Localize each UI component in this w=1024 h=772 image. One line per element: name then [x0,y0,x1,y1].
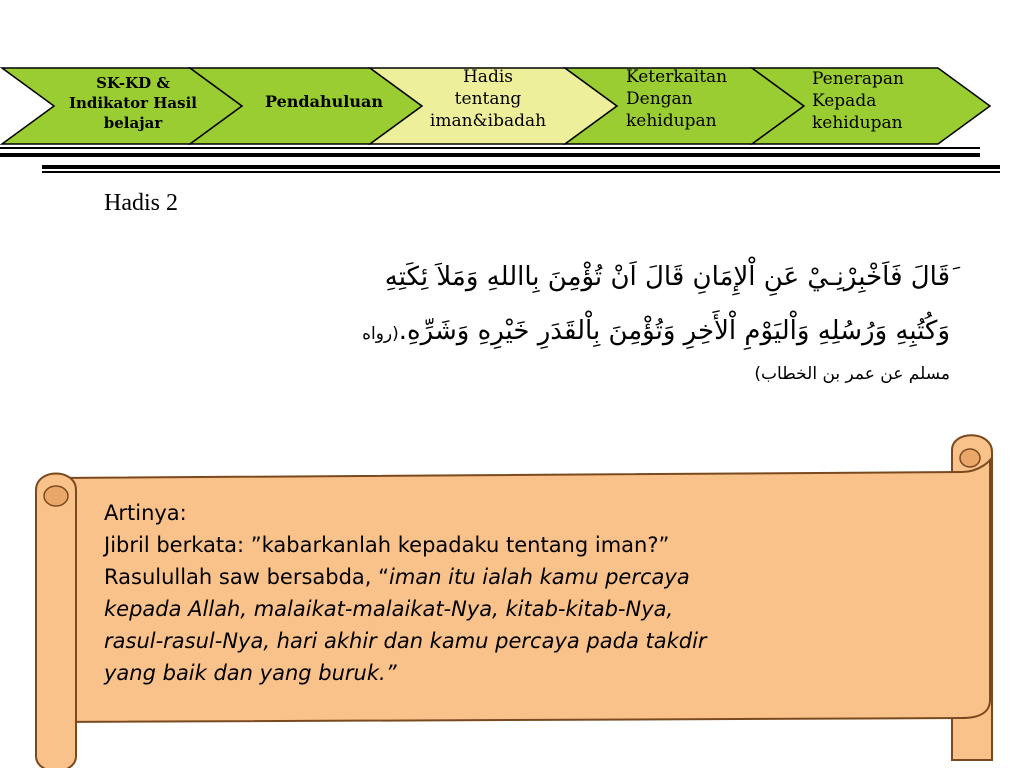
tab-keterkaitan-line-1: Keterkaitan [626,67,728,87]
translation-line-3: kepada Allah, malaikat-malaikat-Nya, kitab-kitab-Nya, [104,597,674,621]
arabic-line-2 [100,304,950,361]
translation-line-2-prefix: Rasulullah saw bersabda, “ [104,565,390,589]
tab-hadis-line-1: Hadis [462,67,513,87]
arabic-line-1: َقَالَ فَاَخْبِرْنِـيْ عَنِ اْلإِمَانِ قَالَ اَنْ تُؤْمِنَ بِااللهِ وَمَلاَ ئِكَتِهِ [384,262,950,292]
translation-line-2 [104,561,944,593]
navigation-bar [0,0,1024,180]
tab-penerapan-line-3: kehidupan [812,113,903,133]
page-title: Hadis 2 [104,190,178,216]
translation-line-2-italic: iman itu ialah kamu percaya [389,565,690,589]
tab-hadis-line-2: tentang [454,89,522,109]
tab-sk-kd-line-2: Indikator Hasil [68,94,197,112]
translation-text [104,497,944,689]
arabic-hadith [100,250,950,387]
translation-line-4: rasul-rasul-Nya, hari akhir dan kamu percaya pada takdir [104,629,707,653]
arabic-source-open: (رواه [362,324,399,344]
tab-keterkaitan-line-2: Dengan [626,89,693,109]
tab-keterkaitan-line-3: kehidupan [626,111,717,131]
tab-sk-kd-line-1: SK-KD & [96,74,170,92]
tab-penerapan-line-1: Penerapan [812,69,904,89]
tab-hadis-line-3: iman&ibadah [429,111,547,131]
tab-sk-kd-label[interactable] [48,73,218,133]
translation-line-1: Jibril berkata: ”kabarkanlah kepadaku tentang iman?” [104,533,670,557]
translation-heading: Artinya: [104,501,187,525]
arabic-source: مسلم عن عمر بن الخطاب) [754,364,950,384]
tab-hadis-label[interactable] [408,66,568,132]
translation-line-5: yang baik dan yang buruk.” [104,661,397,685]
scroll-left-curl [44,486,68,506]
tab-sk-kd-line-3: belajar [103,114,163,132]
arabic-line-2-text: وَكُتُبِهِ وَرُسُلِهِ وَاْليَوْمِ اْلأَخِرِ وَتُؤْمِنَ بِاْلقَدَرِ خَيْرِهِ وَشَرِّهِ. [398,316,950,346]
scroll-left-roll [36,474,76,769]
tab-pendahuluan-label[interactable] [240,92,408,112]
tab-penerapan-label[interactable] [812,68,942,134]
tab-penerapan-line-2: Kepada [812,91,877,111]
tab-pendahuluan-line-1: Pendahuluan [265,92,383,111]
tab-keterkaitan-label[interactable] [626,66,766,132]
scroll-right-curl [960,449,980,467]
